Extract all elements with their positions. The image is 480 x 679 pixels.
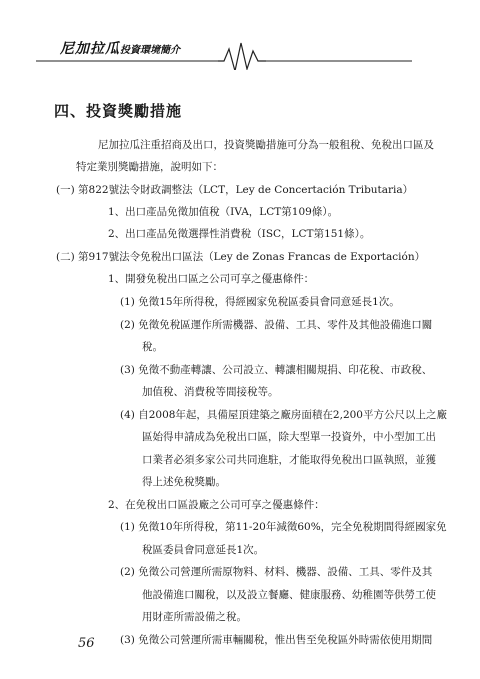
subitem-2-1-2-cont: 稅。 xyxy=(142,341,163,353)
subitem-2-2-2-cont-1: 他設備進口關稅，以及設立餐廳、健康服務、幼稚園等供勞工使 xyxy=(142,589,436,601)
subitem-2-1-4: (4) 自2008年起，具備屋頂建築之廠房面積在2,200平方公尺以上之廠 xyxy=(120,409,447,421)
header-title xyxy=(60,38,180,58)
section-title: 四、投資獎勵措施 xyxy=(54,102,183,120)
heading-1: (一) 第822號法令財政調整法（LCT，Ley de Concertación Tributaria） xyxy=(56,184,414,196)
subitem-2-1-3: (3) 免徵不動產轉讓、公司設立、轉讓相關規捐、印花稅、市政稅、 xyxy=(120,364,433,376)
item-2-2: 2、在免稅出口區設廠之公司可享之優惠條件： xyxy=(108,499,325,511)
subitem-2-1-4-cont-3: 得上述免稅獎勵。 xyxy=(142,476,226,488)
subitem-2-2-2: (2) 免徵公司營運所需原物料、材料、機器、設備、工具、零件及其 xyxy=(120,566,433,578)
subitem-2-2-1-cont: 稅區委員會同意延長1次。 xyxy=(142,544,265,556)
subitem-2-1-3-cont: 加值稅、消費稅等間接稅等。 xyxy=(142,386,279,398)
item-1-2: 2、出口產品免徵選擇性消費稅（ISC，LCT第151條）。 xyxy=(108,228,371,240)
subitem-2-1-4-cont-2: 口業者必須多家公司共同進駐，才能取得免稅出口區執照，並獲 xyxy=(142,454,436,466)
item-2-1: 1、開發免稅出口區之公司可享之優惠條件： xyxy=(108,273,315,285)
subitem-2-1-1: (1) 免徵15年所得稅，得經國家免稅區委員會同意延長1次。 xyxy=(120,296,400,308)
header-title-main: 尼加拉瓜 xyxy=(60,41,120,57)
subitem-2-2-3: (3) 免徵公司營運所需車輛關稅，惟出售至免稅區外時需依使用期間 xyxy=(120,634,433,646)
running-header xyxy=(0,30,480,70)
header-title-sub: 投資環境簡介 xyxy=(120,45,180,56)
item-1-1: 1、出口產品免徵加值稅（IVA，LCT第109條）。 xyxy=(108,206,339,218)
subitem-2-1-2: (2) 免徵免稅區運作所需機器、設備、工具、零件及其他設備進口關 xyxy=(120,319,433,331)
page-number: 56 xyxy=(78,636,95,651)
subitem-2-2-2-cont-2: 用財產所需設備之稅。 xyxy=(142,611,247,623)
paragraph-line-2: 特定業別獎勵措施，說明如下： xyxy=(76,161,223,173)
subitem-2-2-1: (1) 免徵10年所得稅，第11-20年減徵60%，完全免稅期間得經國家免 xyxy=(120,521,447,533)
heading-2: (二) 第917號法令免稅出口區法（Ley de Zonas Francas de Exportación） xyxy=(56,251,426,263)
paragraph-line-1: 尼加拉瓜注重招商及出口，投資獎勵措施可分為一般租稅、免稅出口區及 xyxy=(98,139,434,151)
subitem-2-1-4-cont-1: 區始得申請成為免稅出口區，除大型單一投資外，中小型加工出 xyxy=(142,431,436,443)
